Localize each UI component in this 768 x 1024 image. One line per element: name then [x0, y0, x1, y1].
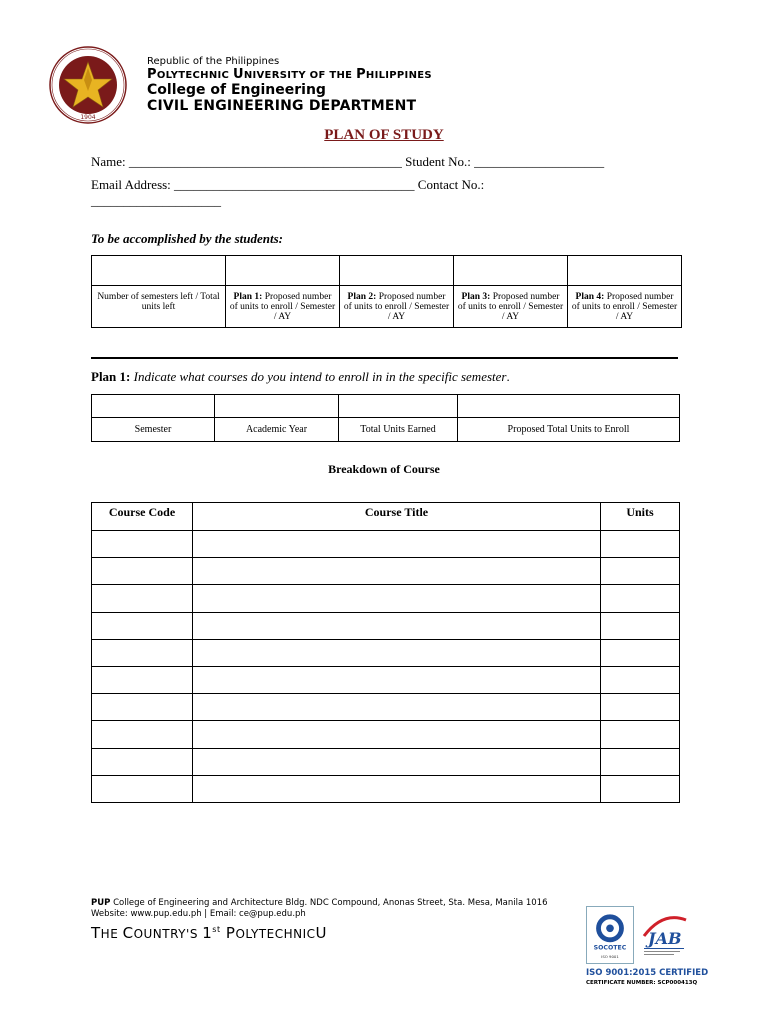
republic-label: Republic of the Philippines	[147, 56, 280, 67]
iso-certified-label: ISO 9001:2015 CERTIFIED	[586, 968, 709, 978]
units-cell[interactable]	[601, 775, 680, 802]
semester-header: Semester	[92, 418, 215, 442]
academic-year-header: Academic Year	[215, 418, 339, 442]
proposed-units-header: Proposed Total Units to Enroll	[458, 418, 680, 442]
course-code-header: Course Code	[92, 503, 193, 531]
table-row	[92, 585, 680, 612]
units-cell[interactable]	[601, 585, 680, 612]
student-no-field[interactable]: ____________________	[474, 154, 605, 169]
email-field[interactable]: _____________________________________	[174, 177, 415, 192]
academic-year-input[interactable]	[215, 395, 339, 418]
course-code-cell[interactable]	[92, 639, 193, 666]
college-name: College of Engineering	[147, 82, 326, 98]
course-table	[91, 502, 680, 803]
table-row	[92, 666, 680, 693]
section-divider	[91, 357, 678, 359]
svg-text:SOCOTEC: SOCOTEC	[593, 944, 627, 952]
name-label: Name:	[91, 154, 126, 169]
course-code-cell[interactable]	[92, 612, 193, 639]
table-row	[92, 748, 680, 775]
name-field[interactable]: __________________________________________	[128, 154, 402, 169]
plan-cell-input[interactable]	[92, 256, 226, 286]
seal-year: 1904	[80, 114, 96, 121]
course-title-cell[interactable]	[193, 612, 601, 639]
instruction-text: To be accomplished by the students:	[91, 231, 283, 246]
units-cell[interactable]	[601, 694, 680, 721]
course-title-cell[interactable]	[193, 531, 601, 558]
course-code-cell[interactable]	[92, 666, 193, 693]
course-code-cell[interactable]	[92, 694, 193, 721]
course-code-cell[interactable]	[92, 748, 193, 775]
plan-cell-input[interactable]	[454, 256, 568, 286]
plan-cell-input[interactable]	[340, 256, 454, 286]
socotec-logo	[586, 906, 634, 964]
plan-4-header: Plan 4: Proposed number of units to enroll / Semester / AY	[568, 286, 682, 328]
page-title: PLAN OF STUDY	[324, 127, 444, 143]
course-title-cell[interactable]	[193, 666, 601, 693]
table-row	[92, 639, 680, 666]
plan-1-header: Plan 1: Proposed number of units to enroll / Semester / AY	[226, 286, 340, 328]
contact-field[interactable]: ____________________	[91, 193, 221, 208]
university-seal-logo	[44, 45, 132, 125]
plan-cell-input[interactable]	[568, 256, 682, 286]
total-units-earned-header: Total Units Earned	[339, 418, 458, 442]
units-cell[interactable]	[601, 639, 680, 666]
plan-2-header: Plan 2: Proposed number of units to enroll / Semester / AY	[340, 286, 454, 328]
course-code-cell[interactable]	[92, 531, 193, 558]
units-cell[interactable]	[601, 558, 680, 585]
student-no-label: Student No.:	[405, 154, 471, 169]
total-units-earned-input[interactable]	[339, 395, 458, 418]
course-code-cell[interactable]	[92, 558, 193, 585]
proposed-units-input[interactable]	[458, 395, 680, 418]
course-code-cell[interactable]	[92, 721, 193, 748]
table-row	[92, 721, 680, 748]
course-title-cell[interactable]	[193, 748, 601, 775]
footer-motto: THE COUNTRY'S 1st POLYTECHNICU	[91, 924, 327, 942]
course-title-cell[interactable]	[193, 775, 601, 802]
course-title-cell[interactable]	[193, 721, 601, 748]
units-cell[interactable]	[601, 721, 680, 748]
department-name: CIVIL ENGINEERING DEPARTMENT	[147, 98, 417, 114]
units-cell[interactable]	[601, 666, 680, 693]
certificate-number: CERTIFICATE NUMBER: SCP000413Q	[586, 980, 698, 986]
certification-block	[586, 906, 709, 986]
units-cell[interactable]	[601, 748, 680, 775]
plan1-text: Indicate what courses do you intend to enroll in in the specific semester	[133, 369, 507, 384]
table-row	[92, 775, 680, 802]
contact-label: Contact No.:	[417, 177, 485, 192]
table-row	[92, 612, 680, 639]
email-line	[91, 177, 484, 193]
course-title-cell[interactable]	[193, 694, 601, 721]
table-row	[92, 694, 680, 721]
svg-text:ISO 9001: ISO 9001	[601, 954, 619, 959]
semester-table	[91, 394, 680, 442]
plan-table	[91, 255, 682, 328]
university-name: POLYTECHNIC UNIVERSITY OF THE PHILIPPINES	[147, 67, 432, 82]
course-title-cell[interactable]	[193, 639, 601, 666]
table-row	[92, 558, 680, 585]
breakdown-title: Breakdown of Course	[328, 462, 440, 476]
course-code-cell[interactable]	[92, 585, 193, 612]
course-title-cell[interactable]	[193, 558, 601, 585]
footer-web-email: Website: www.pup.edu.ph | Email: ce@pup.edu.ph	[91, 909, 306, 919]
units-cell[interactable]	[601, 531, 680, 558]
table-row	[92, 531, 680, 558]
units-header: Units	[601, 503, 680, 531]
course-title-cell[interactable]	[193, 585, 601, 612]
jab-logo	[638, 906, 688, 964]
plan1-instruction: Plan 1: Indicate what courses do you intend to enroll in in the specific semester.	[91, 369, 510, 384]
units-cell[interactable]	[601, 612, 680, 639]
footer-address: PUP College of Engineering and Architecture Bldg. NDC Compound, Anonas Street, Sta. Mesa, Manila 1016 Website: www.pup.edu.ph | Email: ce@pup.edu.ph	[91, 898, 548, 919]
name-line	[91, 154, 604, 170]
semesters-left-header: Number of semesters left / Total units left	[92, 286, 226, 328]
course-code-cell[interactable]	[92, 775, 193, 802]
semester-input[interactable]	[92, 395, 215, 418]
plan1-label: Plan 1:	[91, 369, 131, 384]
email-label: Email Address:	[91, 177, 171, 192]
course-title-header: Course Title	[193, 503, 601, 531]
plan-cell-input[interactable]	[226, 256, 340, 286]
plan-3-header: Plan 3: Proposed number of units to enroll / Semester / AY	[454, 286, 568, 328]
svg-text:JAB: JAB	[648, 929, 682, 948]
header-text-block	[147, 56, 432, 114]
